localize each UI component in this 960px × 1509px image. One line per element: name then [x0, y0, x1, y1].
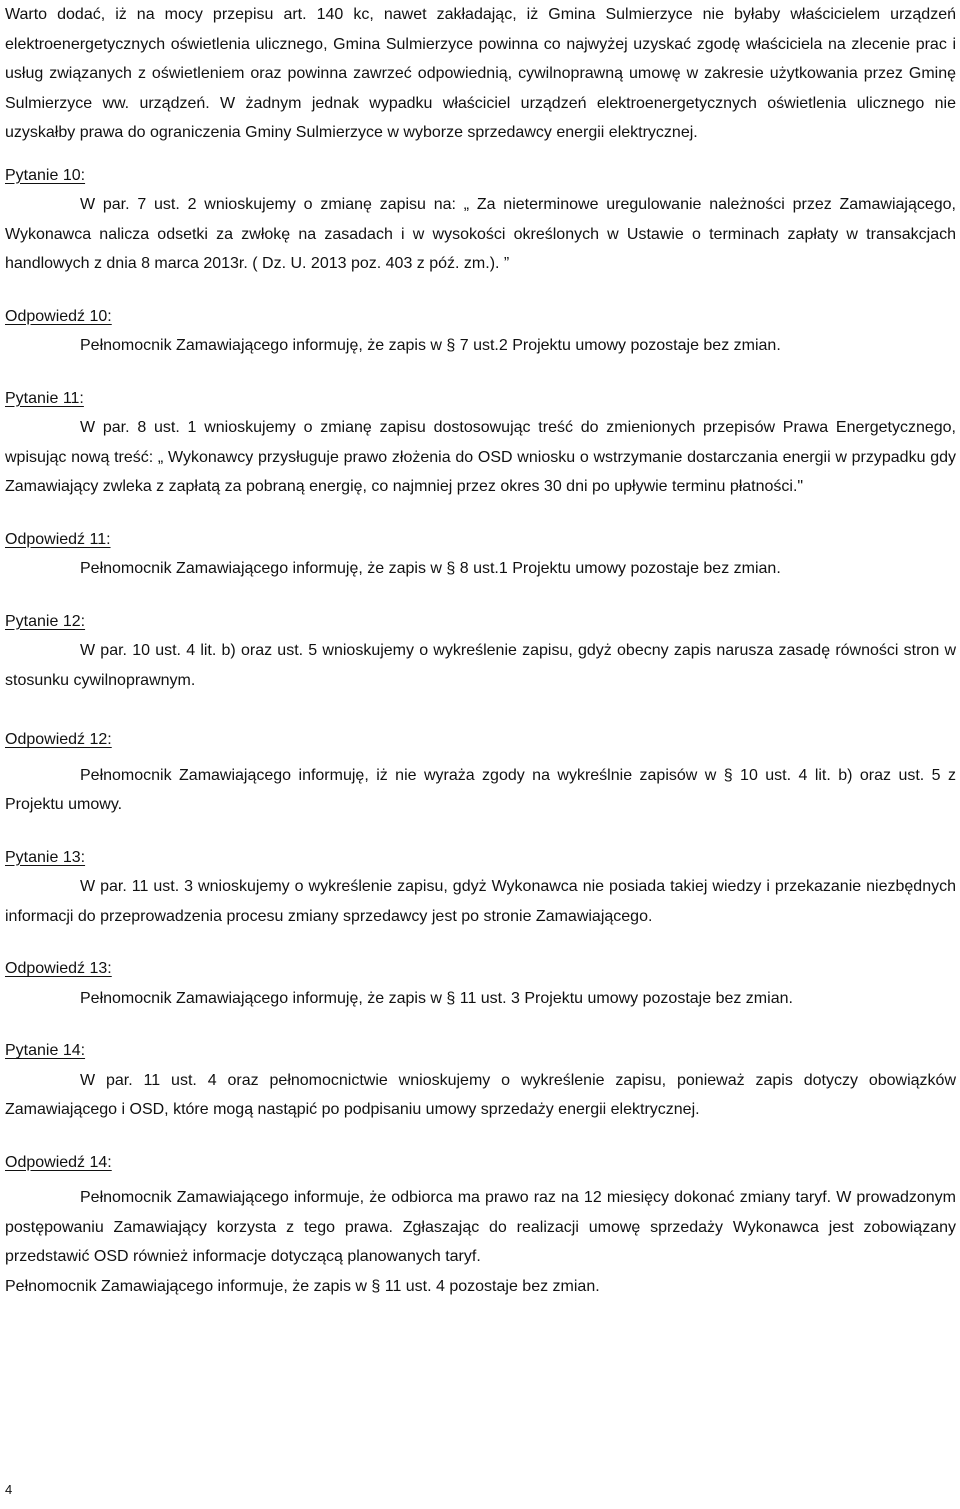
answer-13-text: Pełnomocnik Zamawiającego informuję, że zapis w § 11 ust. 3 Projektu umowy pozostaje bez zmian. — [80, 989, 793, 1007]
answer-10 — [5, 302, 956, 361]
question-10-heading: Pytanie 10: — [5, 166, 86, 184]
question-11 — [5, 384, 956, 502]
intro-paragraph: Warto dodać, iż na mocy przepisu art. 140 kc, nawet zakładając, iż Gmina Sulmierzyce nie byłaby właścicielem urządzeń elektroenergetycznych oświetlenia ulicznego, Gmina Sulmierzyce powinna co najwyżej uzyskać zgodę właściciela na zlecenie prac i usług związanych z oświetleniem oraz powinna zawrzeć odpowiednią, cywilnoprawną umowę w zakresie użytkowania przez Gminę Sulmierzyce ww. urządzeń. W żadnym jednak wypadku właściciel urządzeń elektroenergetycznych oświetlenia ulicznego nie uzyskałby prawa do ograniczenia Gminy Sulmierzyce w wyborze sprzedawcy energii elektrycznej. — [5, 6, 956, 141]
answer-13-heading: Odpowiedź 13: — [5, 960, 112, 977]
question-13 — [5, 843, 956, 932]
answer-10-text: Pełnomocnik Zamawiającego informuję, że zapis w § 7 ust.2 Projektu umowy pozostaje bez zmian. — [80, 337, 781, 354]
answer-14-closing: Pełnomocnik Zamawiającego informuje, że zapis w § 11 ust. 4 pozostaje bez zmian. — [5, 1277, 600, 1295]
question-12-text: W par. 10 ust. 4 lit. b) oraz ust. 5 wnioskujemy o wykreślenie zapisu, gdyż obecny zapis narusza zasadę równości stron w stosunku cywilnoprawnym. — [5, 642, 956, 689]
question-13-heading: Pytanie 13: — [5, 848, 86, 866]
answer-11 — [5, 525, 956, 584]
question-14 — [5, 1036, 956, 1125]
answer-14-heading: Odpowiedź 14: — [5, 1153, 112, 1171]
question-10 — [5, 161, 956, 279]
answer-11-heading: Odpowiedź 11: — [5, 530, 111, 548]
answer-13 — [5, 954, 956, 1013]
answer-12-text: Pełnomocnik Zamawiającego informuję, iż nie wyraża zgody na wykreślnie zapisów w § 10 ust. 4 lit. b) oraz ust. 5 z Projektu umowy. — [5, 766, 956, 813]
answer-14 — [5, 1148, 956, 1302]
page-number: 4 — [5, 1482, 13, 1497]
answer-12 — [5, 725, 956, 820]
answer-14-text: Pełnomocnik Zamawiającego informuje, że odbiorca ma prawo raz na 12 miesięcy dokonać zmiany taryf. W prowadzonym postępowaniu Zamawiający korzysta z tego prawa. Zgłaszając do realizacji umowę sprzedaży Wykonawca jest zobowiązany przedstawić OSD również informacje dotyczącą planowanych taryf. — [5, 1189, 956, 1265]
answer-12-heading: Odpowiedź 12: — [5, 731, 112, 748]
question-14-text: W par. 11 ust. 4 oraz pełnomocnictwie wnioskujemy o wykreślenie zapisu, ponieważ zapis dotyczy obowiązków Zamawiającego i OSD, które mogą nastąpić po podpisaniu umowy sprzedaży energii elektrycznej. — [5, 1071, 956, 1118]
answer-11-text: Pełnomocnik Zamawiającego informuję, że zapis w § 8 ust.1 Projektu umowy pozostaje bez zmian. — [80, 560, 781, 577]
document-page — [5, 0, 956, 1301]
question-10-text: W par. 7 ust. 2 wnioskujemy o zmianę zapisu na: „ Za nieterminowe uregulowanie należności przez Zamawiającego, Wykonawca nalicza odsetki za zwłokę na zasadach i w wysokości określonych w Ustawie o terminach zapłaty w transakcjach handlowych z dnia 8 marca 2013r. ( Dz. U. 2013 poz. 403 z póź. zm.). ” — [5, 196, 956, 272]
question-12-heading: Pytanie 12: — [5, 612, 86, 630]
answer-10-heading: Odpowiedź 10: — [5, 307, 112, 325]
question-11-heading: Pytanie 11: — [5, 389, 84, 407]
question-12 — [5, 607, 956, 696]
question-13-text: W par. 11 ust. 3 wnioskujemy o wykreślenie zapisu, gdyż Wykonawca nie posiada takiej wiedzy i przekazanie niezbędnych informacji do przeprowadzenia procesu zmiany sprzedawcy jest po stronie Zamawiającego. — [5, 878, 956, 925]
question-11-text: W par. 8 ust. 1 wnioskujemy o zmianę zapisu dostosowując treść do zmienionych przepisów Prawa Energetycznego, wpisując nową treść: „ Wykonawcy przysługuje prawo złożenia do OSD wniosku o wstrzymanie dostarczania energii w przypadku gdy Zamawiający zwleka z zapłatą za pobraną energię, co najmniej przez okres 30 dni po upływie terminu płatności." — [5, 419, 956, 495]
question-14-heading: Pytanie 14: — [5, 1042, 86, 1059]
